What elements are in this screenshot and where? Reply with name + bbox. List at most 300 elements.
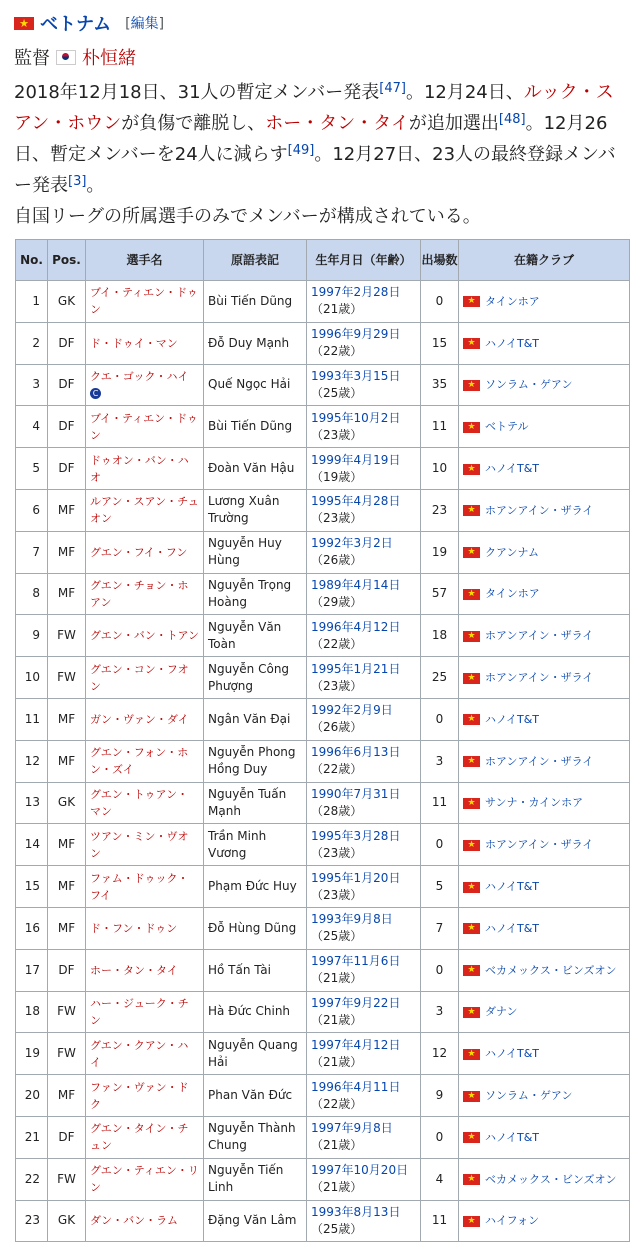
club-link[interactable]: ハノイT&T [485, 462, 540, 476]
player-club-cell [459, 782, 630, 824]
player-number: 19 [16, 1033, 48, 1075]
birth-date-link[interactable]: 1997年10月20日 [311, 1163, 409, 1178]
player-caps: 3 [421, 740, 459, 782]
player-birth-cell [307, 489, 421, 531]
player-number: 5 [16, 448, 48, 490]
player-club-cell [459, 1075, 630, 1117]
player-caps: 15 [421, 322, 459, 364]
south-korea-flag-icon [56, 50, 76, 65]
player-age: （21歳） [311, 1012, 363, 1027]
birth-date-link[interactable]: 1995年1月20日 [311, 870, 401, 885]
player-number: 9 [16, 615, 48, 657]
vietnam-flag-icon [463, 338, 480, 349]
player-position: FW [48, 1158, 86, 1200]
club-link[interactable]: ハノイT&T [485, 712, 540, 726]
birth-date-link[interactable]: 1997年11月6日 [311, 954, 401, 969]
vietnam-flag-icon [463, 882, 480, 893]
player-birth-cell [307, 698, 421, 740]
player-name-link[interactable]: ブイ・ティエン・ドゥン [90, 411, 198, 442]
player-number: 1 [16, 281, 48, 323]
captain-badge-icon: C [90, 388, 101, 399]
header-original[interactable]: 原語表記 [204, 240, 307, 281]
birth-date-link[interactable]: 1997年2月28日 [311, 285, 401, 300]
player-club-cell [459, 949, 630, 991]
player-name-cell [86, 657, 204, 699]
player-caps: 23 [421, 489, 459, 531]
player-age: （25歳） [311, 385, 363, 400]
player-original-name: Nguyễn Tuấn Mạnh [204, 782, 307, 824]
player-caps: 0 [421, 1116, 459, 1158]
player-caps: 0 [421, 949, 459, 991]
player-club-cell [459, 615, 630, 657]
player-club-cell [459, 907, 630, 949]
birth-date-link[interactable]: 1996年4月12日 [311, 619, 401, 634]
club-link[interactable]: ホアンアイン・ザライ [485, 754, 594, 768]
birth-date-link[interactable]: 1995年3月28日 [311, 828, 401, 843]
player-name-cell [86, 824, 204, 866]
birth-date-link[interactable]: 1996年9月29日 [311, 327, 401, 342]
player-position: MF [48, 1075, 86, 1117]
birth-date-link[interactable]: 1997年9月22日 [311, 995, 401, 1010]
player-name-link[interactable]: ダン・バン・ラム [90, 1214, 178, 1228]
player-age: （23歳） [311, 845, 363, 860]
table-row [16, 782, 630, 824]
birth-date-link[interactable]: 1992年3月2日 [311, 536, 393, 551]
player-club-cell [459, 1033, 630, 1075]
club-link[interactable]: ホアンアイン・ザライ [485, 629, 594, 643]
player-caps: 18 [421, 615, 459, 657]
club-link[interactable]: ベカメックス・ビンズオン [485, 1172, 617, 1186]
player-birth-cell [307, 782, 421, 824]
player-number: 10 [16, 657, 48, 699]
birth-date-link[interactable]: 1996年4月11日 [311, 1079, 401, 1094]
reference-link[interactable]: [49] [287, 143, 315, 158]
vietnam-flag-icon [463, 798, 480, 809]
section-heading [14, 8, 164, 38]
player-position: DF [48, 322, 86, 364]
birth-date-link[interactable]: 1993年8月13日 [311, 1204, 401, 1219]
table-row [16, 740, 630, 782]
player-name-cell [86, 364, 204, 406]
player-caps: 57 [421, 573, 459, 615]
player-position: MF [48, 573, 86, 615]
player-club-cell [459, 489, 630, 531]
player-original-name: Phạm Đức Huy [204, 866, 307, 908]
vietnam-flag-icon [463, 589, 480, 600]
header-club[interactable]: 在籍クラブ [459, 240, 630, 281]
player-birth-cell [307, 364, 421, 406]
player-position: FW [48, 615, 86, 657]
player-age: （26歳） [311, 553, 363, 568]
player-birth-cell [307, 573, 421, 615]
player-name-link[interactable]: グエン・コン・フオン [90, 662, 189, 693]
player-name-cell [86, 991, 204, 1033]
table-row [16, 531, 630, 573]
player-birth-cell [307, 1075, 421, 1117]
header-pos[interactable]: Pos. [48, 240, 86, 281]
header-name[interactable]: 選手名 [86, 240, 204, 281]
table-row [16, 698, 630, 740]
table-row [16, 573, 630, 615]
coach-label: 監督 [14, 48, 50, 69]
player-number: 20 [16, 1075, 48, 1117]
player-name-link[interactable]: ファン・ヴァン・ドク [90, 1080, 189, 1111]
player-name-link[interactable]: ルアン・スアン・チュオン [90, 495, 199, 526]
player-position: MF [48, 489, 86, 531]
player-original-name: Nguyễn Thành Chung [204, 1116, 307, 1158]
table-row [16, 907, 630, 949]
table-row [16, 322, 630, 364]
player-caps: 12 [421, 1033, 459, 1075]
club-link[interactable]: ベカメックス・ビンズオン [485, 963, 617, 977]
player-caps: 35 [421, 364, 459, 406]
table-row [16, 615, 630, 657]
club-link[interactable]: ハノイT&T [485, 1130, 540, 1144]
player-birth-cell [307, 1200, 421, 1242]
vietnam-flag-icon [463, 464, 480, 475]
player-original-name: Phan Văn Đức [204, 1075, 307, 1117]
player-position: MF [48, 531, 86, 573]
table-row [16, 1033, 630, 1075]
player-name-cell [86, 531, 204, 573]
player-original-name: Lương Xuân Trường [204, 489, 307, 531]
player-name-link[interactable]: グエン・フイ・フン [90, 545, 188, 559]
reference-link[interactable]: [48] [498, 112, 526, 127]
club-link[interactable]: ハイフォン [485, 1214, 540, 1228]
vietnam-flag-icon [463, 1091, 480, 1102]
table-row [16, 406, 630, 448]
table-row [16, 281, 630, 323]
player-name-cell [86, 448, 204, 490]
player-birth-cell [307, 1116, 421, 1158]
player-age: （21歳） [311, 971, 363, 986]
player-caps: 5 [421, 866, 459, 908]
club-link[interactable]: ソンラム・ゲアン [485, 378, 573, 392]
vietnam-flag-icon [463, 422, 480, 433]
player-original-name: Ngân Văn Đại [204, 698, 307, 740]
player-original-name: Đỗ Hùng Dũng [204, 907, 307, 949]
player-name-link[interactable]: ブイ・ティエン・ドゥン [90, 286, 198, 317]
birth-date-link[interactable]: 1997年4月12日 [311, 1037, 401, 1052]
player-position: MF [48, 824, 86, 866]
player-number: 2 [16, 322, 48, 364]
player-name-link[interactable]: ホー・タン・タイ [90, 963, 178, 977]
player-position: MF [48, 907, 86, 949]
player-caps: 0 [421, 824, 459, 866]
vietnam-flag-icon [463, 756, 480, 767]
club-link[interactable]: サンナ・カインホア [485, 796, 584, 810]
player-club-cell [459, 573, 630, 615]
table-row [16, 1075, 630, 1117]
birth-date-link[interactable]: 1989年4月14日 [311, 577, 401, 592]
birth-date-link[interactable]: 1995年1月21日 [311, 661, 401, 676]
player-position: GK [48, 1200, 86, 1242]
player-caps: 7 [421, 907, 459, 949]
player-age: （23歳） [311, 678, 363, 693]
table-row [16, 448, 630, 490]
player-age: （21歳） [311, 302, 363, 317]
player-birth-cell [307, 824, 421, 866]
vietnam-flag-icon [463, 714, 480, 725]
player-name-cell [86, 322, 204, 364]
table-row [16, 991, 630, 1033]
player-name-link[interactable]: グエン・バン・トアン [90, 629, 200, 643]
vietnam-flag-icon [463, 505, 480, 516]
player-name-link[interactable]: グエン・ティエン・リン [90, 1164, 199, 1195]
player-number: 18 [16, 991, 48, 1033]
player-number: 12 [16, 740, 48, 782]
player-position: GK [48, 782, 86, 824]
vietnam-flag-icon [463, 965, 480, 976]
player-club-cell [459, 281, 630, 323]
player-name-link[interactable]: グエン・クアン・ハイ [90, 1038, 189, 1069]
player-name-link[interactable]: ファム・ドゥック・フイ [90, 871, 189, 902]
player-number: 8 [16, 573, 48, 615]
coach-name-link[interactable]: 朴恒緒 [82, 48, 136, 69]
birth-date-link[interactable]: 1990年7月31日 [311, 786, 401, 801]
player-birth-cell [307, 949, 421, 991]
birth-date-link[interactable]: 1999年4月19日 [311, 452, 401, 467]
player-age: （19歳） [311, 469, 363, 484]
club-link[interactable]: ホアンアイン・ザライ [485, 838, 594, 852]
player-club-cell [459, 406, 630, 448]
vietnam-flag-icon [463, 1216, 480, 1227]
squad-note-paragraph: 自国リーグの所属選手のみでメンバーが構成されている。 [14, 206, 481, 227]
player-age: （26歳） [311, 720, 363, 735]
player-birth-cell [307, 866, 421, 908]
club-link[interactable]: ホアンアイン・ザライ [485, 503, 594, 517]
player-name-link[interactable]: ド・ドゥイ・マン [90, 336, 178, 350]
squad-table [15, 239, 630, 1242]
player-caps: 0 [421, 698, 459, 740]
player-club-cell [459, 1158, 630, 1200]
club-link[interactable]: クアンナム [485, 545, 540, 559]
player-birth-cell [307, 531, 421, 573]
player-caps: 0 [421, 281, 459, 323]
player-age: （23歳） [311, 511, 363, 526]
player-number: 13 [16, 782, 48, 824]
player-position: MF [48, 698, 86, 740]
table-row [16, 489, 630, 531]
player-number: 4 [16, 406, 48, 448]
birth-date-link[interactable]: 1997年9月8日 [311, 1121, 393, 1136]
player-position: DF [48, 1116, 86, 1158]
player-original-name: Nguyễn Huy Hùng [204, 531, 307, 573]
player-caps: 4 [421, 1158, 459, 1200]
player-caps: 9 [421, 1075, 459, 1117]
player-name-cell [86, 907, 204, 949]
player-age: （21歳） [311, 1054, 363, 1069]
player-position: DF [48, 406, 86, 448]
birth-date-link[interactable]: 1993年9月8日 [311, 912, 393, 927]
player-club-cell [459, 991, 630, 1033]
player-name-link[interactable]: クエ・ゴック・ハイ [90, 369, 189, 383]
player-caps: 3 [421, 991, 459, 1033]
player-club-cell [459, 448, 630, 490]
player-age: （29歳） [311, 594, 363, 609]
player-name-link[interactable]: ド・フン・ドゥン [90, 921, 178, 935]
player-original-name: Nguyễn Văn Toàn [204, 615, 307, 657]
table-row [16, 824, 630, 866]
player-name-cell [86, 1200, 204, 1242]
player-name-cell [86, 489, 204, 531]
player-name-cell [86, 1075, 204, 1117]
player-original-name: Nguyễn Công Phượng [204, 657, 307, 699]
player-original-name: Nguyễn Quang Hải [204, 1033, 307, 1075]
player-age: （21歳） [311, 1180, 363, 1195]
club-link[interactable]: ソンラム・ゲアン [485, 1089, 573, 1103]
player-original-name: Hồ Tấn Tài [204, 949, 307, 991]
player-club-cell [459, 1200, 630, 1242]
club-link[interactable]: タインホア [485, 587, 540, 601]
player-club-cell [459, 322, 630, 364]
player-name-link[interactable]: グエン・タイン・チュン [90, 1122, 189, 1153]
player-link[interactable]: ホー・タン・タイ [265, 113, 409, 134]
reference-link[interactable]: [47] [379, 81, 406, 96]
club-link[interactable]: ダナン [485, 1005, 518, 1019]
birth-date-link[interactable]: 1995年10月2日 [311, 410, 401, 425]
player-birth-cell [307, 281, 421, 323]
birth-date-link[interactable]: 1992年2月9日 [311, 703, 393, 718]
player-club-cell [459, 531, 630, 573]
player-original-name: Nguyễn Tiến Linh [204, 1158, 307, 1200]
vietnam-flag-icon [463, 296, 480, 307]
player-club-cell [459, 740, 630, 782]
club-link[interactable]: ハノイT&T [485, 880, 540, 894]
player-name-cell [86, 281, 204, 323]
player-club-cell [459, 657, 630, 699]
player-number: 6 [16, 489, 48, 531]
player-position: DF [48, 364, 86, 406]
club-link[interactable]: ベトテル [485, 420, 529, 434]
squad-announcement-paragraph: 2018年12月18日、31人の暫定メンバー発表[47]。12月24日、ルック・スアン・ホウンが負傷で離脱し、ホー・タン・タイが追加選出[48]。12月26日、暫定メンバーを24人に減らす[49]。12月27日、23人の最終登録メンバー発表[3]。 [14, 81, 616, 196]
player-number: 17 [16, 949, 48, 991]
player-name-cell [86, 740, 204, 782]
player-position: DF [48, 949, 86, 991]
player-original-name: Đoàn Văn Hậu [204, 448, 307, 490]
player-age: （22歳） [311, 1096, 363, 1111]
player-caps: 10 [421, 448, 459, 490]
player-name-link[interactable]: ガン・ヴァン・ダイ [90, 712, 189, 726]
player-caps: 11 [421, 1200, 459, 1242]
player-name-cell [86, 1116, 204, 1158]
section-title[interactable]: ベトナム [40, 14, 112, 35]
player-age: （22歳） [311, 636, 363, 651]
player-name-link[interactable]: ツアン・ミン・ヴオン [90, 829, 189, 860]
player-age: （22歳） [311, 762, 363, 777]
player-number: 3 [16, 364, 48, 406]
player-caps: 11 [421, 782, 459, 824]
player-club-cell [459, 824, 630, 866]
club-link[interactable]: ハノイT&T [485, 336, 540, 350]
vietnam-flag-icon [463, 1007, 480, 1018]
vietnam-flag-icon [463, 380, 480, 391]
player-number: 14 [16, 824, 48, 866]
player-birth-cell [307, 322, 421, 364]
player-age: （28歳） [311, 803, 363, 818]
header-birth[interactable]: 生年月日（年齢） [307, 240, 421, 281]
player-club-cell [459, 1116, 630, 1158]
player-age: （23歳） [311, 887, 363, 902]
player-birth-cell [307, 740, 421, 782]
birth-date-link[interactable]: 1995年4月28日 [311, 494, 401, 509]
player-original-name: Đặng Văn Lâm [204, 1200, 307, 1242]
player-caps: 19 [421, 531, 459, 573]
player-name-cell [86, 949, 204, 991]
club-link[interactable]: ハノイT&T [485, 1047, 540, 1061]
player-original-name: Hà Đức Chinh [204, 991, 307, 1033]
player-number: 16 [16, 907, 48, 949]
table-row [16, 1116, 630, 1158]
player-number: 21 [16, 1116, 48, 1158]
club-link[interactable]: タインホア [485, 294, 540, 308]
edit-link-wrapper: [編集] [125, 16, 165, 32]
player-original-name: Đỗ Duy Mạnh [204, 322, 307, 364]
player-position: FW [48, 657, 86, 699]
club-link[interactable]: ハノイT&T [485, 921, 540, 935]
player-name-link[interactable]: グエン・フォン・ホン・ズイ [90, 746, 189, 777]
vietnam-flag-icon [463, 547, 480, 558]
player-original-name: Nguyễn Trọng Hoàng [204, 573, 307, 615]
header-no[interactable]: No. [16, 240, 48, 281]
player-age: （25歳） [311, 929, 363, 944]
player-name-cell [86, 406, 204, 448]
player-number: 11 [16, 698, 48, 740]
birth-date-link[interactable]: 1993年3月15日 [311, 368, 401, 383]
reference-link[interactable]: [3] [68, 174, 87, 189]
player-caps: 25 [421, 657, 459, 699]
player-position: GK [48, 281, 86, 323]
player-birth-cell [307, 657, 421, 699]
player-club-cell [459, 698, 630, 740]
vietnam-flag-icon [14, 17, 34, 30]
player-age: （25歳） [311, 1221, 363, 1236]
player-name-cell [86, 782, 204, 824]
player-name-cell [86, 698, 204, 740]
birth-date-link[interactable]: 1996年6月13日 [311, 745, 401, 760]
player-link[interactable]: ルック・スアン・ホウン [14, 82, 614, 134]
player-name-link[interactable]: ハー・ジューク・チン [90, 996, 189, 1027]
player-position: MF [48, 740, 86, 782]
coach-line [14, 44, 136, 70]
header-caps[interactable]: 出場数 [421, 240, 459, 281]
club-link[interactable]: ホアンアイン・ザライ [485, 671, 594, 685]
player-club-cell [459, 866, 630, 908]
vietnam-flag-icon [463, 840, 480, 851]
table-row [16, 866, 630, 908]
player-name-link[interactable]: グエン・チョン・ホアン [90, 578, 189, 609]
vietnam-flag-icon [463, 1049, 480, 1060]
table-row [16, 1158, 630, 1200]
player-caps: 11 [421, 406, 459, 448]
table-row [16, 949, 630, 991]
vietnam-flag-icon [463, 1174, 480, 1185]
player-name-link[interactable]: ドゥオン・バン・ハオ [90, 453, 189, 484]
player-number: 22 [16, 1158, 48, 1200]
vietnam-flag-icon [463, 631, 480, 642]
vietnam-flag-icon [463, 1132, 480, 1143]
player-number: 23 [16, 1200, 48, 1242]
player-birth-cell [307, 448, 421, 490]
player-birth-cell [307, 907, 421, 949]
player-name-link[interactable]: グエン・トゥアン・マン [90, 787, 189, 818]
vietnam-flag-icon [463, 923, 480, 934]
player-original-name: Nguyễn Phong Hồng Duy [204, 740, 307, 782]
player-original-name: Bùi Tiến Dũng [204, 281, 307, 323]
table-row [16, 657, 630, 699]
edit-link[interactable]: 編集 [130, 16, 159, 32]
player-position: FW [48, 1033, 86, 1075]
